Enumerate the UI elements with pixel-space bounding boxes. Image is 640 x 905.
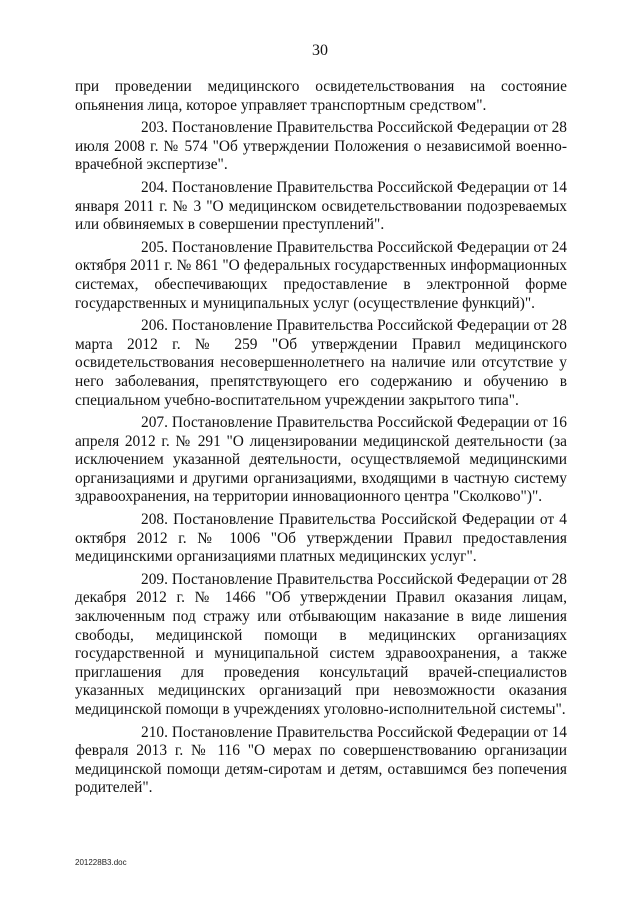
list-item-206: 206. Постановление Правительства Российской Федерации от 28 марта 2012 г. № 259 "Об утверждении Правил медицинского освидетельствования несовершеннолетнего на наличие или отсутствие у него заболевания, препятствующего его содержанию и обучению в специальном учебно-воспитательном учреждении закрытого типа".: [75, 317, 567, 409]
paragraph-continuation: при проведении медицинского освидетельствования на состояние опьянения лица, которое управляет транспортным средством".: [75, 78, 567, 114]
list-item-203: 203. Постановление Правительства Российской Федерации от 28 июля 2008 г. № 574 "Об утверждении Положения о независимой военно-врачебной экспертизе".: [75, 119, 567, 174]
page-number: 30: [312, 42, 328, 59]
document-body: [75, 78, 567, 798]
list-item-205: 205. Постановление Правительства Российской Федерации от 24 октября 2011 г. № 861 "О федеральных государственных информационных системах, обеспечивающих предоставление в электронной форме государственных и муниципальных услуг (осуществление функций)".: [75, 238, 567, 312]
list-item-208: 208. Постановление Правительства Российской Федерации от 4 октября 2012 г. № 1006 "Об утверждении Правил предоставления медицинскими организациями платных медицинских услуг".: [75, 511, 567, 566]
list-item-209: 209. Постановление Правительства Российской Федерации от 28 декабря 2012 г. № 1466 "Об утверждении Правил оказания лицам, заключенным под стражу или отбывающим наказание в виде лишения свободы, медицинской помощи в медицинских организациях государственной и муниципальной систем здравоохранения, а также приглашения для проведения консультаций врачей-специалистов указанных медицинских организаций при невозможности оказания медицинской помощи в учреждениях уголовно-исполнительной системы".: [75, 570, 567, 718]
list-item-207: 207. Постановление Правительства Российской Федерации от 16 апреля 2012 г. № 291 "О лицензировании медицинской деятельности (за исключением указанной деятельности, осуществляемой медицинскими организациями и другими организациями, входящими в частную систему здравоохранения, на территории инновационного центра "Сколково")".: [75, 414, 567, 506]
list-item-204: 204. Постановление Правительства Российской Федерации от 14 января 2011 г. № 3 "О медицинском освидетельствовании подозреваемых или обвиняемых в совершении преступлений".: [75, 178, 567, 234]
list-item-210: 210. Постановление Правительства Российской Федерации от 14 февраля 2013 г. № 116 "О мерах по совершенствованию организации медицинской помощи детям-сиротам и детям, оставшимся без попечения родителей".: [75, 723, 567, 797]
footer-filename: 201228В3.doc: [75, 858, 127, 867]
